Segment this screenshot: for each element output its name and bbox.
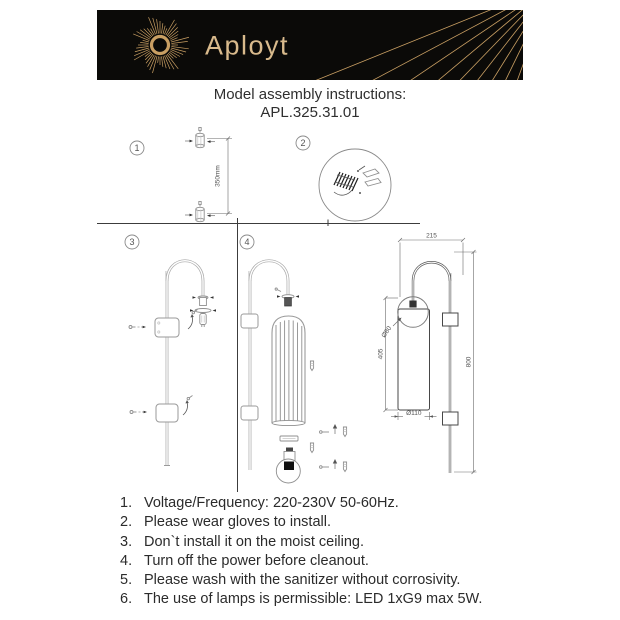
step-3-marker <box>125 235 139 249</box>
step-1-marker <box>130 141 144 155</box>
instruction-number: 1. <box>120 495 133 511</box>
shade-parts <box>276 436 300 483</box>
step-4-marker <box>240 235 254 249</box>
clamp-screw-left-lower <box>130 411 147 414</box>
instruction-item <box>120 590 580 609</box>
dimension-drawing <box>378 233 477 475</box>
instruction-text: Turn off the power before cleanout. <box>144 552 369 569</box>
starburst-center <box>155 40 165 50</box>
step-1-diagram <box>130 128 232 222</box>
dimension-d110 <box>391 410 437 420</box>
wiring-sketch <box>334 166 381 195</box>
instruction-item <box>120 533 580 552</box>
model-number: APL.325.31.01 <box>260 104 360 121</box>
instruction-number: 3. <box>120 533 133 550</box>
instruction-item <box>120 494 580 513</box>
instruction-number: 2. <box>120 514 133 531</box>
instruction-text: Voltage/Frequency: 220-230V 50-60Hz. <box>144 495 399 511</box>
instruction-item <box>120 571 580 590</box>
instruction-text: Please wash with the sanitizer without corrosivity. <box>144 572 461 589</box>
screw-arrow-lower <box>183 396 193 416</box>
assembly-diagram <box>97 125 523 492</box>
header-banner <box>97 10 523 80</box>
dimension-350mm <box>207 137 232 216</box>
instruction-number: 6. <box>120 591 133 608</box>
svg-text:405: 405 <box>377 348 385 360</box>
pole-clamp-lower <box>156 404 178 422</box>
instruction-text: The use of lamps is permissible: LED 1xG9 max 5W. <box>144 591 483 608</box>
svg-text:1: 1 <box>134 143 140 153</box>
svg-text:800: 800 <box>465 356 473 368</box>
clamp-screw-left <box>129 326 146 329</box>
pole-clamp-lower-2 <box>241 406 258 420</box>
dim-shade <box>398 309 430 410</box>
svg-text:Ø80: Ø80 <box>380 325 394 340</box>
dimension-405 <box>378 296 399 412</box>
page-title: Model assembly instructions: <box>213 86 407 103</box>
dimension-800 <box>454 250 477 474</box>
instruction-item <box>120 552 580 571</box>
wall-bracket-bottom <box>185 202 215 222</box>
banner-art <box>97 10 523 80</box>
screw-arrow-upper <box>188 310 198 330</box>
pole-clamp-upper-2 <box>241 314 258 328</box>
svg-text:Ø110: Ø110 <box>406 410 422 417</box>
svg-text:350mm: 350mm <box>214 165 222 187</box>
svg-text:4: 4 <box>244 237 250 247</box>
step-2-marker <box>296 136 310 150</box>
dimension-215 <box>398 233 465 298</box>
brand-name: Aployt <box>205 30 290 61</box>
dim-socket <box>409 301 416 308</box>
pole-clamp-upper <box>155 318 179 337</box>
svg-text:215: 215 <box>426 232 437 240</box>
instruction-text: Don`t install it on the moist ceiling. <box>144 533 365 550</box>
dim-clamp-upper <box>443 313 459 326</box>
wall-bracket-top <box>185 128 215 148</box>
step-3-diagram <box>125 235 216 466</box>
instruction-text: Please wear gloves to install. <box>144 514 331 531</box>
fluted-shade <box>272 316 305 426</box>
svg-text:3: 3 <box>129 237 135 247</box>
step-4-diagram <box>240 235 347 483</box>
svg-text:2: 2 <box>300 138 306 148</box>
lamp-socket <box>193 296 214 306</box>
diagonal-rays-icon <box>265 10 523 80</box>
instruction-item <box>120 513 580 532</box>
step-2-diagram <box>296 136 391 221</box>
instruction-list <box>120 494 580 610</box>
fastener-parts <box>310 361 346 472</box>
dim-arc <box>413 262 450 281</box>
instruction-number: 5. <box>120 572 133 589</box>
instruction-number: 4. <box>120 552 133 569</box>
dim-clamp-lower <box>443 412 459 425</box>
